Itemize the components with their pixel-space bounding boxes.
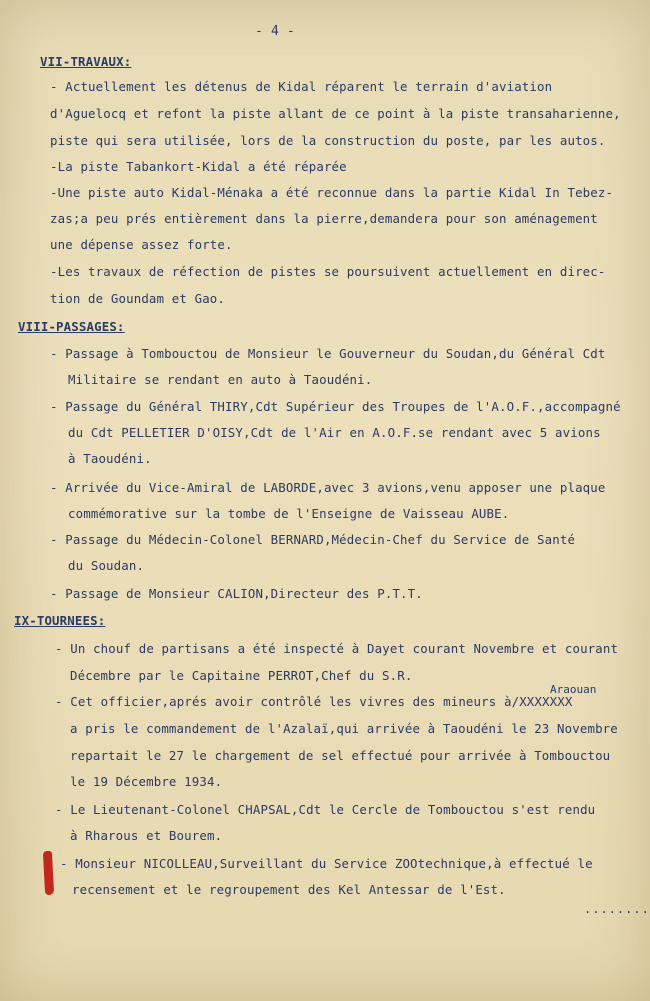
- text-line: zas;a peu prés entièrement dans la pierre,demandera pour son aménagement: [50, 211, 598, 226]
- text-line: - Passage du Général THIRY,Cdt Supérieur des Troupes de l'A.O.F.,accompagné: [50, 399, 621, 414]
- text-line: du Cdt PELLETIER D'OISY,Cdt de l'Air en A.O.F.se rendant avec 5 avions: [68, 425, 601, 440]
- continuation-dots: ........: [584, 902, 650, 916]
- text-line: repartait le 27 le chargement de sel effectué pour arrivée à Tombouctou: [70, 748, 611, 763]
- text-line: -Une piste auto Kidal-Ménaka a été reconnue dans la partie Kidal In Tebez-: [50, 185, 614, 200]
- text-line: commémorative sur la tombe de l'Enseigne de Vaisseau AUBE.: [68, 506, 510, 521]
- text-line: - Arrivée du Vice-Amiral de LABORDE,avec 3 avions,venu apposer une plaque: [50, 480, 606, 495]
- text-line: - Un chouf de partisans a été inspecté à Dayet courant Novembre et courant: [55, 641, 619, 656]
- text-line: - Passage de Monsieur CALION,Directeur des P.T.T.: [50, 586, 423, 601]
- text-line: une dépense assez forte.: [50, 237, 233, 252]
- text-line: recensement et le regroupement des Kel Antessar de l'Est.: [72, 882, 506, 897]
- text-line: le 19 Décembre 1934.: [70, 774, 223, 789]
- text-line: d'Aguelocq et refont la piste allant de ce point à la piste transaharienne,: [50, 106, 621, 121]
- text-line: - Le Lieutenant-Colonel CHAPSAL,Cdt le Cercle de Tombouctou s'est rendu: [55, 802, 596, 817]
- red-margin-mark: [43, 851, 54, 895]
- text-line: - Passage du Médecin-Colonel BERNARD,Médecin-Chef du Service de Santé: [50, 532, 576, 547]
- text-line: - Cet officier,aprés avoir contrôlé les vivres des mineurs à/XXXXXXX: [55, 694, 573, 709]
- text-line: piste qui sera utilisée, lors de la construction du poste, par les autos.: [50, 133, 606, 148]
- section-heading-passages: VIII-PASSAGES:: [18, 319, 125, 334]
- text-line: Militaire se rendant en auto à Taoudéni.: [68, 372, 373, 387]
- text-line: -La piste Tabankort-Kidal a été réparée: [50, 159, 347, 174]
- page-number: - 4 -: [255, 24, 295, 39]
- section-heading-tournees: IX-TOURNEES:: [14, 613, 106, 628]
- text-line: a pris le commandement de l'Azalaï,qui arrivée à Taoudéni le 23 Novembre: [70, 721, 618, 736]
- section-heading-travaux: VII-TRAVAUX:: [40, 54, 132, 69]
- text-line: -Les travaux de réfection de pistes se poursuivent actuellement en direc-: [50, 264, 606, 279]
- text-line: - Monsieur NICOLLEAU,Surveillant du Service ZOOtechnique,à effectué le: [60, 856, 593, 871]
- text-line: tion de Goundam et Gao.: [50, 291, 226, 306]
- text-line: Décembre par le Capitaine PERROT,Chef du S.R.: [70, 668, 413, 683]
- text-line: du Soudan.: [68, 558, 145, 573]
- text-line: - Actuellement les détenus de Kidal réparent le terrain d'aviation: [50, 79, 553, 94]
- text-line: à Rharous et Bourem.: [70, 828, 223, 843]
- handwritten-note: Araouan: [550, 683, 597, 696]
- text-line: - Passage à Tombouctou de Monsieur le Gouverneur du Soudan,du Général Cdt: [50, 346, 606, 361]
- text-line: à Taoudéni.: [68, 451, 152, 466]
